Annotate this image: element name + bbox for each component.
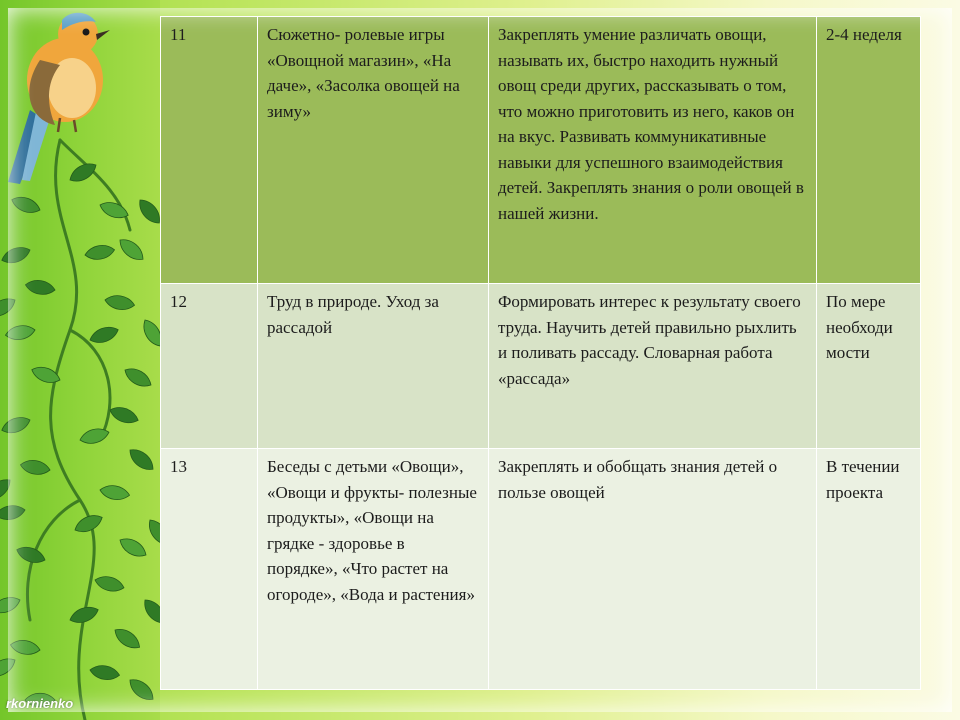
cell-number: 12 bbox=[161, 284, 258, 449]
leaf-decoration bbox=[108, 404, 141, 427]
leaf-decoration bbox=[122, 364, 155, 391]
cell-activity: Сюжетно- ролевые игры «Овощной магазин», «На даче», «Засолка овощей на зиму» bbox=[258, 17, 489, 284]
leaf-decoration bbox=[84, 243, 116, 262]
cell-goal: Закреплять умение различать овощи, называть их, быстро находить нужный овощ среди других, рассказывать о том, что можно приготовить из него, каков он на вкус. Развивать коммуникативные навыки для успешного взаимодействия детей. Закреплять знания о роли овощей в нашей жизни. bbox=[489, 17, 817, 284]
leaf-decoration bbox=[89, 663, 121, 682]
leaf-decoration bbox=[0, 503, 26, 522]
leaf-decoration bbox=[4, 323, 36, 342]
leaf-decoration bbox=[117, 534, 150, 561]
cell-number: 11 bbox=[161, 17, 258, 284]
cell-goal: Формировать интерес к результату своего труда. Научить детей правильно рыхлить и поливать рассаду. Словарная работа «рассада» bbox=[489, 284, 817, 449]
leaf-decoration bbox=[0, 294, 18, 321]
leaf-decoration bbox=[126, 675, 158, 705]
leaf-decoration bbox=[126, 445, 158, 475]
leaf-decoration bbox=[104, 293, 136, 312]
leaf-decoration bbox=[0, 654, 18, 681]
leaf-decoration bbox=[116, 235, 148, 265]
leaf-decoration bbox=[0, 594, 22, 617]
leaf-decoration bbox=[93, 573, 125, 594]
leaf-decoration bbox=[0, 475, 14, 505]
leaf-decoration bbox=[99, 483, 131, 502]
cell-time: 2-4 неделя bbox=[817, 17, 921, 284]
table-row bbox=[161, 17, 921, 284]
leaf-decoration bbox=[19, 458, 51, 477]
table-row bbox=[161, 449, 921, 690]
cell-number: 13 bbox=[161, 449, 258, 690]
leaf-decoration bbox=[24, 278, 56, 297]
leaf-decoration bbox=[0, 244, 32, 267]
leaf-decoration bbox=[10, 193, 43, 216]
cell-time: В течении проекта bbox=[817, 449, 921, 690]
cell-activity: Труд в природе. Уход за рассадой bbox=[258, 284, 489, 449]
watermark-text: rkornienko bbox=[6, 696, 74, 711]
project-plan-table bbox=[160, 16, 921, 690]
leaf-decoration bbox=[0, 414, 32, 437]
table-row bbox=[161, 284, 921, 449]
leaf-decoration bbox=[111, 624, 143, 652]
bird-illustration bbox=[0, 0, 130, 190]
cell-time: По мере необходи мости bbox=[817, 284, 921, 449]
cell-goal: Закреплять и обобщать знания детей о пользе овощей bbox=[489, 449, 817, 690]
cell-activity: Беседы с детьми «Овощи», «Овощи и фрукты- полезные продукты», «Овощи на грядке - здоровье в порядке», «Что растет на огороде», «Вода и растения» bbox=[258, 449, 489, 690]
leaf-decoration bbox=[88, 323, 121, 346]
leaf-decoration bbox=[9, 638, 41, 657]
